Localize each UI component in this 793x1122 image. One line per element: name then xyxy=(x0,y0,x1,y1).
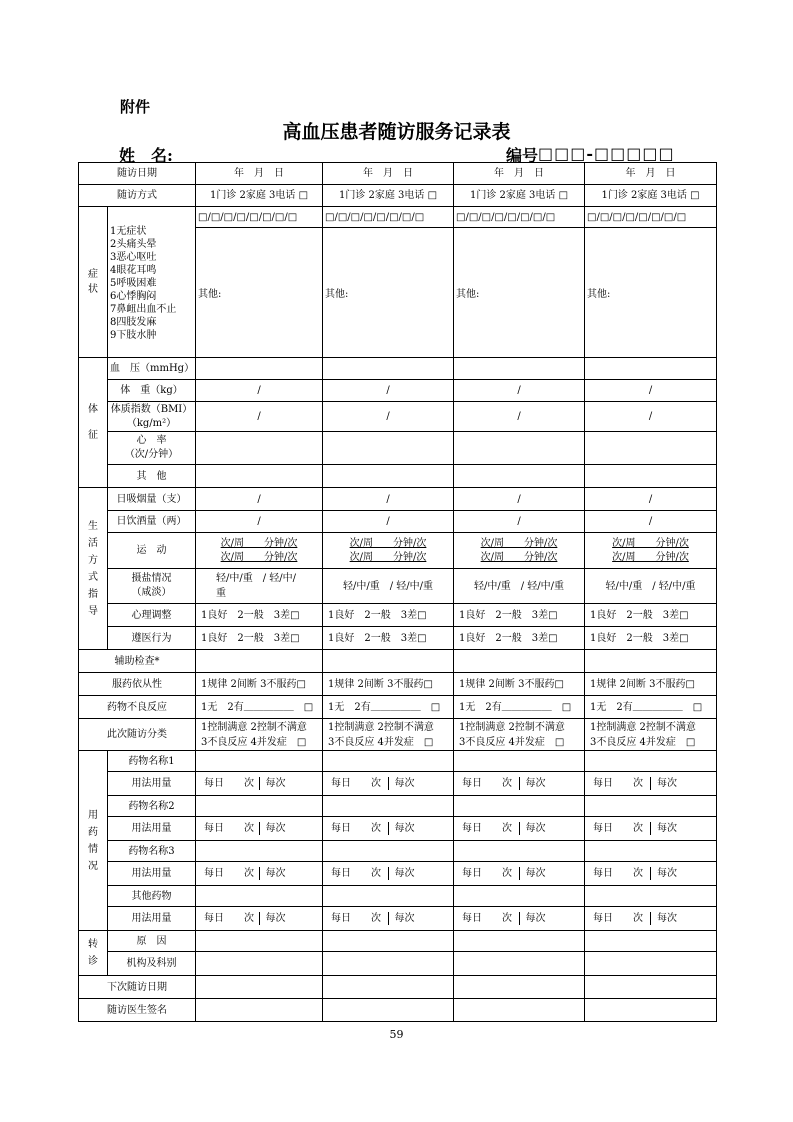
reason-cell[interactable] xyxy=(196,931,323,952)
sign-other-cell[interactable] xyxy=(323,465,454,488)
visit-date-cell[interactable]: 年 月 日 xyxy=(196,163,323,185)
usage-daily[interactable]: 每日 次 xyxy=(456,867,520,880)
dept-cell[interactable] xyxy=(585,952,717,976)
exercise-cell[interactable]: 次/周 分钟/次 次/周 分钟/次 xyxy=(196,533,323,569)
usage-cell[interactable] xyxy=(454,907,585,931)
weight-cell[interactable]: / xyxy=(323,380,454,402)
classification-cell[interactable]: 1控制满意 2控制不满意 3不良反应 4并发症 □ xyxy=(196,719,323,751)
heart-rate-cell[interactable] xyxy=(585,432,717,465)
row-weight xyxy=(79,380,717,402)
name-label: 姓 名: xyxy=(119,146,173,165)
visit-method-cell[interactable]: 1门诊 2家庭 3电话 □ xyxy=(196,185,323,207)
usage-cell[interactable] xyxy=(585,907,717,931)
row-bp xyxy=(79,358,717,380)
dept-cell[interactable] xyxy=(323,952,454,976)
doctor-sign-cell[interactable] xyxy=(196,999,323,1022)
bp-cell[interactable] xyxy=(323,358,454,380)
usage-cell[interactable] xyxy=(454,862,585,886)
visit-method-label: 随访方式 xyxy=(79,185,196,207)
usage-cell[interactable] xyxy=(196,772,323,796)
visit-date-cell[interactable]: 年 月 日 xyxy=(454,163,585,185)
row-heart-rate xyxy=(79,432,717,465)
drink-cell[interactable]: / xyxy=(585,511,717,533)
salt-label: 摄盐情况 （咸淡） xyxy=(108,569,196,604)
mental-cell[interactable]: 1良好 2一般 3差□ xyxy=(196,604,323,627)
aux-exam-cell[interactable] xyxy=(323,650,454,673)
page-number: 59 xyxy=(389,1028,404,1041)
adverse-cell[interactable]: 1无 2有＿＿＿＿＿ □ xyxy=(454,696,585,719)
visit-date-cell[interactable]: 年 月 日 xyxy=(323,163,454,185)
usage-each[interactable]: 每次 xyxy=(394,778,415,789)
usage-daily[interactable]: 每日 次 xyxy=(325,867,389,880)
bp-cell[interactable] xyxy=(196,358,323,380)
next-date-cell[interactable] xyxy=(585,976,717,999)
salt-cell[interactable]: 轻/中/重 / 轻/中/重 xyxy=(454,569,585,604)
row-visit-method xyxy=(79,185,717,207)
weight-cell[interactable]: / xyxy=(585,380,717,402)
drug2-cell[interactable] xyxy=(585,796,717,817)
usage-label: 用法用量 xyxy=(108,907,196,931)
usage-each[interactable]: 每次 xyxy=(265,823,286,834)
row-symptom-boxes xyxy=(79,207,717,228)
bmi-cell[interactable]: / xyxy=(323,402,454,432)
usage-each[interactable]: 每次 xyxy=(265,868,286,879)
usage-daily[interactable]: 每日 次 xyxy=(325,822,389,835)
adverse-cell[interactable]: 1无 2有＿＿＿＿＿ □ xyxy=(323,696,454,719)
usage-daily[interactable]: 每日 次 xyxy=(325,777,389,790)
usage-daily[interactable]: 每日 次 xyxy=(587,777,651,790)
row-exercise xyxy=(79,533,717,569)
bp-label: 血 压（mmHg） xyxy=(108,358,196,380)
usage-cell[interactable] xyxy=(196,862,323,886)
usage-each[interactable]: 每次 xyxy=(394,913,415,924)
lifestyle-category: 生 活 方 式 指 导 xyxy=(79,488,108,650)
row-drug3 xyxy=(79,841,717,862)
classification-cell[interactable]: 1控制满意 2控制不满意 3不良反应 4并发症 □ xyxy=(454,719,585,751)
usage-cell[interactable] xyxy=(454,772,585,796)
compliance-cell[interactable]: 1良好 2一般 3差□ xyxy=(323,627,454,650)
row-referral-dept xyxy=(79,952,717,976)
bmi-cell[interactable]: / xyxy=(585,402,717,432)
drink-cell[interactable]: / xyxy=(323,511,454,533)
usage-each[interactable]: 每次 xyxy=(657,778,677,789)
symptom-boxes-cell[interactable]: □/□/□/□/□/□/□/□ xyxy=(454,207,585,228)
med-compliance-label: 服药依从性 xyxy=(79,673,196,696)
med-compliance-cell[interactable]: 1规律 2间断 3不服药□ xyxy=(196,673,323,696)
exercise-cell[interactable]: 次/周 分钟/次 次/周 分钟/次 xyxy=(585,533,717,569)
symptom-boxes-cell[interactable]: □/□/□/□/□/□/□/□ xyxy=(196,207,323,228)
row-usage4 xyxy=(79,907,717,931)
reason-cell[interactable] xyxy=(585,931,717,952)
number-boxes[interactable]: □□□-□□□□□ xyxy=(538,144,675,163)
drug2-label: 药物名称2 xyxy=(108,796,196,817)
row-drug-other xyxy=(79,886,717,907)
usage-cell[interactable] xyxy=(454,817,585,841)
sign-other-label: 其 他 xyxy=(108,465,196,488)
usage-cell[interactable] xyxy=(196,817,323,841)
row-drug1 xyxy=(79,751,717,772)
weight-cell[interactable]: / xyxy=(196,380,323,402)
usage-cell[interactable] xyxy=(323,862,454,886)
usage-cell[interactable] xyxy=(323,817,454,841)
dept-label: 机构及科别 xyxy=(108,952,196,976)
usage-cell[interactable] xyxy=(585,862,717,886)
usage-each[interactable]: 每次 xyxy=(525,868,546,879)
adverse-cell[interactable]: 1无 2有＿＿＿＿＿ □ xyxy=(196,696,323,719)
aux-exam-cell[interactable] xyxy=(454,650,585,673)
usage-daily[interactable]: 每日 次 xyxy=(198,867,260,880)
row-sign-other xyxy=(79,465,717,488)
sign-other-cell[interactable] xyxy=(454,465,585,488)
visit-method-cell[interactable]: 1门诊 2家庭 3电话 □ xyxy=(454,185,585,207)
drink-cell[interactable]: / xyxy=(196,511,323,533)
symptom-list: 1无症状 2头痛头晕 3恶心呕吐 4眼花耳鸣 5呼吸困难 6心悸胸闷 7鼻衄出血不止 8四肢发麻 9下肢水肿 xyxy=(108,207,196,358)
symptom-other-cell[interactable]: 其他: xyxy=(323,228,454,358)
row-usage3 xyxy=(79,862,717,886)
smoke-cell[interactable]: / xyxy=(454,488,585,511)
visit-method-cell[interactable]: 1门诊 2家庭 3电话 □ xyxy=(585,185,717,207)
annex-label: 附件 xyxy=(120,98,151,116)
adverse-cell[interactable]: 1无 2有＿＿＿＿＿ □ xyxy=(585,696,717,719)
usage-cell[interactable] xyxy=(585,772,717,796)
sign-other-cell[interactable] xyxy=(585,465,717,488)
mental-label: 心理调整 xyxy=(108,604,196,627)
drug-other-label: 其他药物 xyxy=(108,886,196,907)
heart-rate-label: 心 率 （次/分钟） xyxy=(108,432,196,465)
usage-cell[interactable] xyxy=(323,907,454,931)
bmi-cell[interactable]: / xyxy=(454,402,585,432)
bmi-cell[interactable]: / xyxy=(196,402,323,432)
usage-each[interactable]: 每次 xyxy=(657,913,677,924)
usage-daily[interactable]: 每日 次 xyxy=(456,777,520,790)
smoke-label: 日吸烟量（支） xyxy=(108,488,196,511)
heart-rate-cell[interactable] xyxy=(454,432,585,465)
drug3-cell[interactable] xyxy=(196,841,323,862)
usage-each[interactable]: 每次 xyxy=(657,868,677,879)
bp-cell[interactable] xyxy=(454,358,585,380)
doctor-sign-cell[interactable] xyxy=(585,999,717,1022)
doctor-sign-cell[interactable] xyxy=(323,999,454,1022)
bmi-label: 体质指数（BMI） （kg/m²） xyxy=(108,402,196,432)
doctor-sign-cell[interactable] xyxy=(454,999,585,1022)
aux-exam-cell[interactable] xyxy=(196,650,323,673)
exercise-cell[interactable]: 次/周 分钟/次 次/周 分钟/次 xyxy=(323,533,454,569)
compliance-cell[interactable]: 1良好 2一般 3差□ xyxy=(196,627,323,650)
usage-label: 用法用量 xyxy=(108,817,196,841)
usage-cell[interactable] xyxy=(196,907,323,931)
followup-record-table xyxy=(78,162,717,1022)
exercise-label: 运 动 xyxy=(108,533,196,569)
drug3-cell[interactable] xyxy=(454,841,585,862)
usage-each[interactable]: 每次 xyxy=(525,823,546,834)
usage-daily[interactable]: 每日 次 xyxy=(325,912,389,925)
usage-each[interactable]: 每次 xyxy=(265,913,286,924)
row-doctor-sign xyxy=(79,999,717,1022)
salt-cell[interactable]: 轻/中/重 / 轻/中/重 xyxy=(323,569,454,604)
mental-cell[interactable]: 1良好 2一般 3差□ xyxy=(454,604,585,627)
usage-label: 用法用量 xyxy=(108,862,196,886)
classification-label: 此次随访分类 xyxy=(79,719,196,751)
row-salt xyxy=(79,569,717,604)
dept-cell[interactable] xyxy=(196,952,323,976)
next-date-cell[interactable] xyxy=(196,976,323,999)
drug3-cell[interactable] xyxy=(323,841,454,862)
mental-cell[interactable]: 1良好 2一般 3差□ xyxy=(585,604,717,627)
smoke-cell[interactable]: / xyxy=(196,488,323,511)
drug3-label: 药物名称3 xyxy=(108,841,196,862)
row-usage1 xyxy=(79,772,717,796)
drug1-cell[interactable] xyxy=(323,751,454,772)
visit-date-cell[interactable]: 年 月 日 xyxy=(585,163,717,185)
adverse-label: 药物不良反应 xyxy=(79,696,196,719)
usage-daily[interactable]: 每日 次 xyxy=(198,822,260,835)
next-date-cell[interactable] xyxy=(323,976,454,999)
usage-daily[interactable]: 每日 次 xyxy=(587,867,651,880)
dept-cell[interactable] xyxy=(454,952,585,976)
usage-each[interactable]: 每次 xyxy=(265,778,286,789)
weight-cell[interactable]: / xyxy=(454,380,585,402)
drug1-cell[interactable] xyxy=(196,751,323,772)
usage-cell[interactable] xyxy=(323,772,454,796)
smoke-cell[interactable]: / xyxy=(323,488,454,511)
reason-label: 原 因 xyxy=(108,931,196,952)
aux-exam-cell[interactable] xyxy=(585,650,717,673)
referral-category: 转 诊 xyxy=(79,931,108,976)
drug-other-cell[interactable] xyxy=(196,886,323,907)
usage-daily[interactable]: 每日 次 xyxy=(198,912,260,925)
symptom-other-cell[interactable]: 其他: xyxy=(454,228,585,358)
mental-cell[interactable]: 1良好 2一般 3差□ xyxy=(323,604,454,627)
row-drug2 xyxy=(79,796,717,817)
row-med-compliance xyxy=(79,673,717,696)
usage-daily[interactable]: 每日 次 xyxy=(587,912,651,925)
visit-method-cell[interactable]: 1门诊 2家庭 3电话 □ xyxy=(323,185,454,207)
classification-cell[interactable]: 1控制满意 2控制不满意 3不良反应 4并发症 □ xyxy=(323,719,454,751)
reason-cell[interactable] xyxy=(323,931,454,952)
medication-category: 用 药 情 况 xyxy=(79,751,108,931)
next-date-label: 下次随访日期 xyxy=(79,976,196,999)
row-bmi xyxy=(79,402,717,432)
drug-other-cell[interactable] xyxy=(454,886,585,907)
drug1-cell[interactable] xyxy=(454,751,585,772)
aux-exam-label: 辅助检查* xyxy=(79,650,196,673)
usage-cell[interactable] xyxy=(585,817,717,841)
sign-category: 体 征 xyxy=(79,358,108,488)
classification-cell[interactable]: 1控制满意 2控制不满意 3不良反应 4并发症 □ xyxy=(585,719,717,751)
heart-rate-cell[interactable] xyxy=(196,432,323,465)
compliance-label: 遵医行为 xyxy=(108,627,196,650)
usage-daily[interactable]: 每日 次 xyxy=(456,912,520,925)
row-next-date xyxy=(79,976,717,999)
usage-daily[interactable]: 每日 次 xyxy=(456,822,520,835)
row-compliance xyxy=(79,627,717,650)
reason-cell[interactable] xyxy=(454,931,585,952)
compliance-cell[interactable]: 1良好 2一般 3差□ xyxy=(585,627,717,650)
drink-cell[interactable]: / xyxy=(454,511,585,533)
number-label: 编号 xyxy=(506,146,539,165)
drug2-cell[interactable] xyxy=(454,796,585,817)
symptom-boxes-cell[interactable]: □/□/□/□/□/□/□/□ xyxy=(585,207,717,228)
drug3-cell[interactable] xyxy=(585,841,717,862)
usage-each[interactable]: 每次 xyxy=(657,823,677,834)
usage-each[interactable]: 每次 xyxy=(394,868,415,879)
row-smoke xyxy=(79,488,717,511)
symptom-other-cell[interactable]: 其他: xyxy=(585,228,717,358)
weight-label: 体 重（kg） xyxy=(108,380,196,402)
bp-cell[interactable] xyxy=(585,358,717,380)
visit-date-label: 随访日期 xyxy=(79,163,196,185)
row-mental xyxy=(79,604,717,627)
usage-label: 用法用量 xyxy=(108,772,196,796)
med-compliance-cell[interactable]: 1规律 2间断 3不服药□ xyxy=(585,673,717,696)
usage-daily[interactable]: 每日 次 xyxy=(198,777,260,790)
drug2-cell[interactable] xyxy=(196,796,323,817)
med-compliance-cell[interactable]: 1规律 2间断 3不服药□ xyxy=(323,673,454,696)
usage-each[interactable]: 每次 xyxy=(525,778,546,789)
usage-each[interactable]: 每次 xyxy=(525,913,546,924)
drug-other-cell[interactable] xyxy=(585,886,717,907)
row-classification xyxy=(79,719,717,751)
row-aux-exam xyxy=(79,650,717,673)
row-adverse xyxy=(79,696,717,719)
drink-label: 日饮酒量（两） xyxy=(108,511,196,533)
symptom-other-cell[interactable]: 其他: xyxy=(196,228,323,358)
symptom-category: 症 状 xyxy=(79,207,108,358)
next-date-cell[interactable] xyxy=(454,976,585,999)
row-drink xyxy=(79,511,717,533)
usage-each[interactable]: 每次 xyxy=(394,823,415,834)
smoke-cell[interactable]: / xyxy=(585,488,717,511)
med-compliance-cell[interactable]: 1规律 2间断 3不服药□ xyxy=(454,673,585,696)
compliance-cell[interactable]: 1良好 2一般 3差□ xyxy=(454,627,585,650)
usage-daily[interactable]: 每日 次 xyxy=(587,822,651,835)
row-usage2 xyxy=(79,817,717,841)
drug2-cell[interactable] xyxy=(323,796,454,817)
symptom-boxes-cell[interactable]: □/□/□/□/□/□/□/□ xyxy=(323,207,454,228)
salt-cell[interactable]: 轻/中/重 / 轻/中/ 重 xyxy=(196,569,323,604)
drug1-label: 药物名称1 xyxy=(108,751,196,772)
row-referral-reason xyxy=(79,931,717,952)
exercise-cell[interactable]: 次/周 分钟/次 次/周 分钟/次 xyxy=(454,533,585,569)
sign-other-cell[interactable] xyxy=(196,465,323,488)
drug-other-cell[interactable] xyxy=(323,886,454,907)
form-title: 高血压患者随访服务记录表 xyxy=(282,121,511,143)
salt-cell[interactable]: 轻/中/重 / 轻/中/重 xyxy=(585,569,717,604)
drug1-cell[interactable] xyxy=(585,751,717,772)
doctor-sign-label: 随访医生签名 xyxy=(79,999,196,1022)
heart-rate-cell[interactable] xyxy=(323,432,454,465)
row-visit-date xyxy=(79,163,717,185)
